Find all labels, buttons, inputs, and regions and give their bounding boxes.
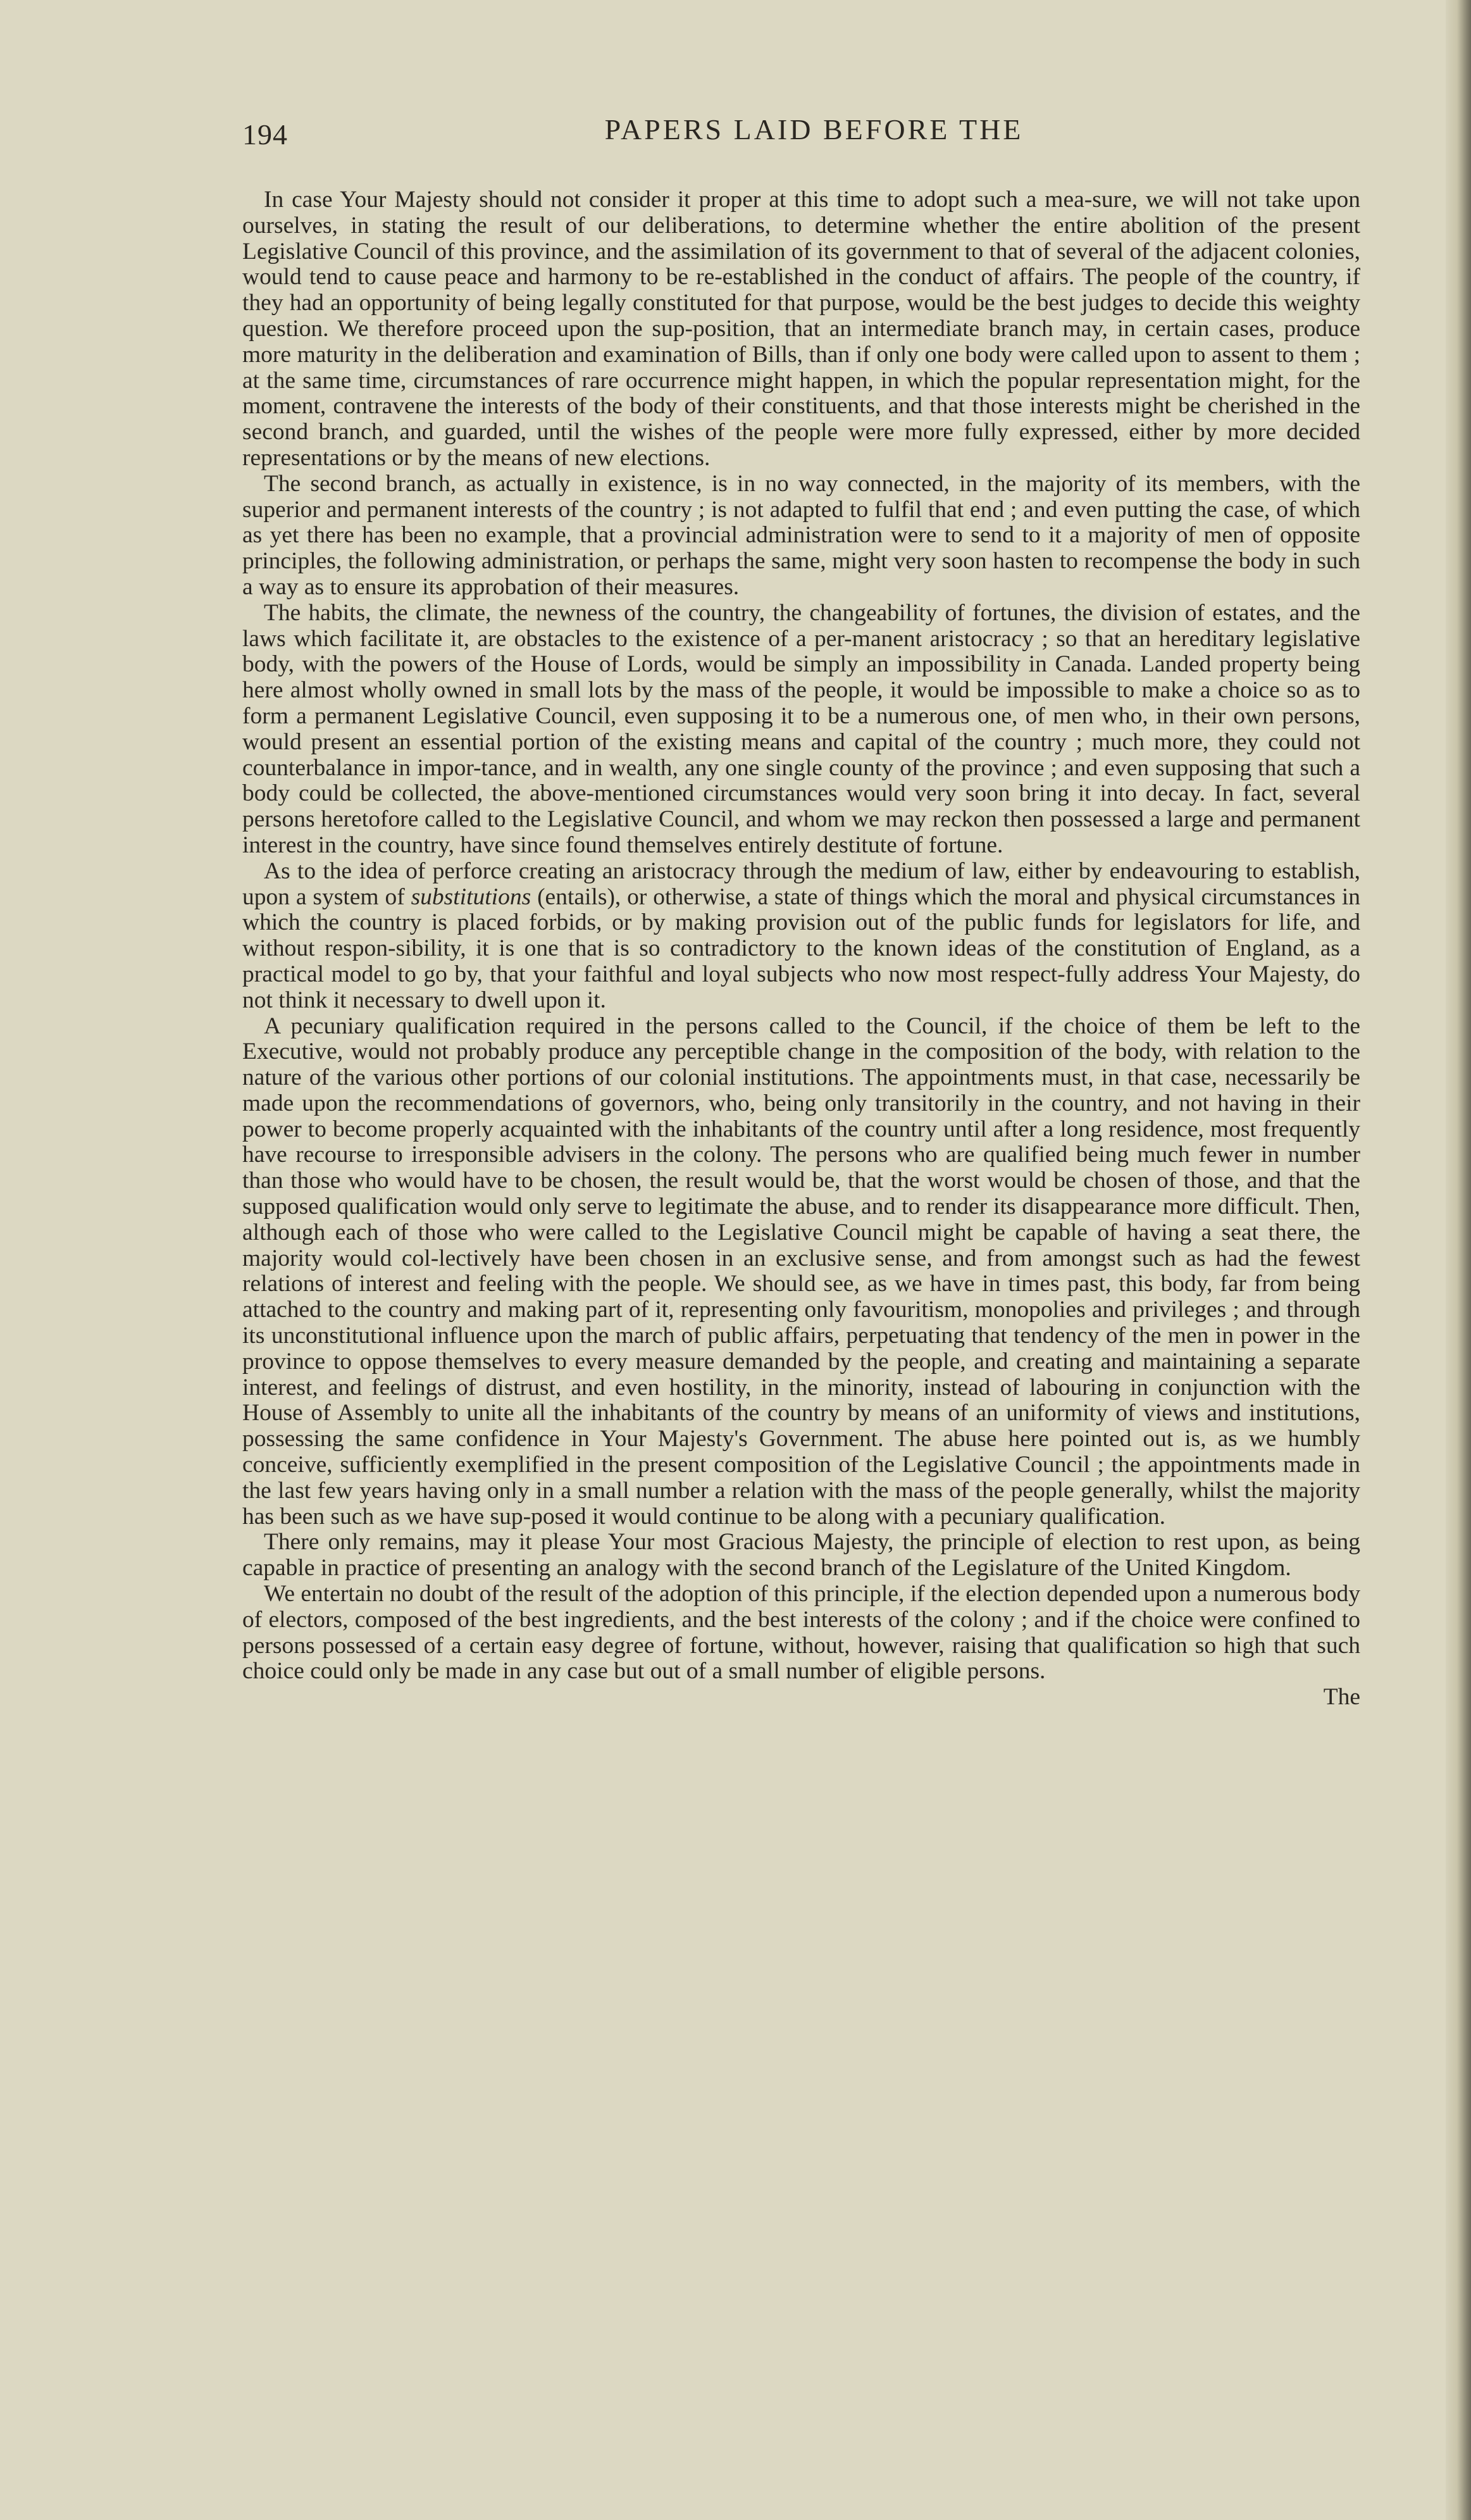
paragraph — [242, 859, 1360, 1014]
paragraph: We entertain no doubt of the result of the adoption of this principle, if the election depended upon a numerous body of electors, composed of the best ingredients, and the best interests of the colony ; and if the choice were confined to persons possessed of a certain easy degree of fortune, without, however, raising that qualification so high that such choice could only be made in any case but out of a small number of eligible persons. — [242, 1581, 1360, 1685]
paragraph-text-after: (entails), or otherwise, a state of things which the moral and physical circumstances in which the country is placed forbids, or by making provision out of the public funds for legislators for life, and without respon-sibility, it is one that is so contradictory to the known ideas of the constitution of England, as a practical model to go by, that your faithful and loyal subjects who now most respect-fully address Your Majesty, do not think it necessary to dwell upon it. — [242, 883, 1360, 1013]
paragraph: A pecuniary qualification required in the persons called to the Council, if the choice of them be left to the Executive, would not probably produce any perceptible change in the composition of the body, with relation to the nature of the various other portions of our colonial institutions. The appointments must, in that case, necessarily be made upon the recommendations of governors, who, being only transitorily in the country, and not having in their power to become properly acquainted with the inhabitants of the country until after a long residence, most frequently have recourse to irresponsible advisers in the colony. The persons who are qualified being much fewer in number than those who would have to be chosen, the result would be, that the worst would be chosen of those, and that the supposed qualification would only serve to legitimate the abuse, and to render its disappearance more difficult. Then, although each of those who were called to the Legislative Council might be capable of having a seat there, the majority would col-lectively have been chosen in an exclusive sense, and from amongst such as had the fewest relations of interest and feeling with the people. We should see, as we have in times past, this body, far from being attached to the country and making part of it, representing only favouritism, monopolies and privileges ; and through its unconstitutional influence upon the march of public affairs, perpetuating that tendency of the men in power in the province to oppose themselves to every measure demanded by the people, and creating and maintaining a separate interest, and feelings of distrust, and even hostility, in the minority, instead of labouring in conjunction with the House of Assembly to unite all the inhabitants of the country by means of an uniformity of views and institutions, possessing the same confidence in Your Majesty's Government. The abuse here pointed out is, as we humbly conceive, sufficiently exemplified in the present composition of the Legislative Council ; the appointments made in the last few years having only in a small number a relation with the mass of the people generally, whilst the majority has been such as we have sup-posed it would continue to be along with a pecuniary qualification. — [242, 1013, 1360, 1530]
page-edge-shadow — [1446, 0, 1471, 2520]
page-header — [242, 106, 1360, 163]
paragraph: There only remains, may it please Your most Gracious Majesty, the principle of election to rest upon, as being capable in practice of presenting an analogy with the second branch of the Legislature of the United Kingdom. — [242, 1529, 1360, 1581]
running-title: PAPERS LAID BEFORE THE — [604, 113, 1024, 146]
body-text — [242, 187, 1360, 1711]
paragraph: In case Your Majesty should not consider it proper at this time to adopt such a mea-sure, we will not take upon ourselves, in stating the result of our deliberations, to determine whether the entire abolition of the present Legislative Council of this province, and the assimilation of its government to that of several of the adjacent colonies, would tend to cause peace and harmony to be re-established in the conduct of affairs. The people of the country, if they had an opportunity of being legally constituted for that purpose, would be the best judges to decide this weighty question. We therefore proceed upon the sup-position, that an intermediate branch may, in certain cases, produce more maturity in the deliberation and examination of Bills, than if only one body were called upon to assent to them ; at the same time, circumstances of rare occurrence might happen, in which the popular representation might, for the moment, contravene the interests of the body of their constituents, and that those interests might be cherished in the second branch, and guarded, until the wishes of the people were more fully expressed, either by more decided representations or by the means of new elections. — [242, 187, 1360, 471]
italic-term: substitutions — [411, 883, 531, 910]
paragraph: The second branch, as actually in existence, is in no way connected, in the majority of its members, with the superior and permanent interests of the country ; is not adapted to fulfil that end ; and even putting the case, of which as yet there has been no example, that a provincial administration were to send to it a majority of men of opposite principles, the following administration, or perhaps the same, might very soon hasten to recompense the body in such a way as to ensure its approbation of their measures. — [242, 470, 1360, 600]
paragraph: The habits, the climate, the newness of the country, the changeability of fortunes, the division of estates, and the laws which facilitate it, are obstacles to the existence of a per-manent aristocracy ; so that an hereditary legislative body, with the powers of the House of Lords, would be simply an impossibility in Canada. Landed property being here almost wholly owned in small lots by the mass of the people, it would be impossible to make a choice so as to form a permanent Legislative Council, even supposing it to be a numerous one, of men who, in their own persons, would present an essential portion of the existing means and capital of the country ; much more, they could not counterbalance in impor-tance, and in wealth, any one single county of the province ; and even supposing that such a body could be collected, the above-mentioned circumstances would very soon bring it into decay. In fact, several persons heretofore called to the Legislative Council, and whom we may reckon then possessed a large and permanent interest in the country, have since found themselves entirely destitute of fortune. — [242, 599, 1360, 858]
catchword: The — [1323, 1684, 1360, 1711]
page-number: 194 — [242, 118, 288, 151]
paragraph-text-before: As to the idea of perforce creating an aristocracy through the medium of law, either by endeavouring to establish, upon a system of — [242, 858, 1360, 910]
